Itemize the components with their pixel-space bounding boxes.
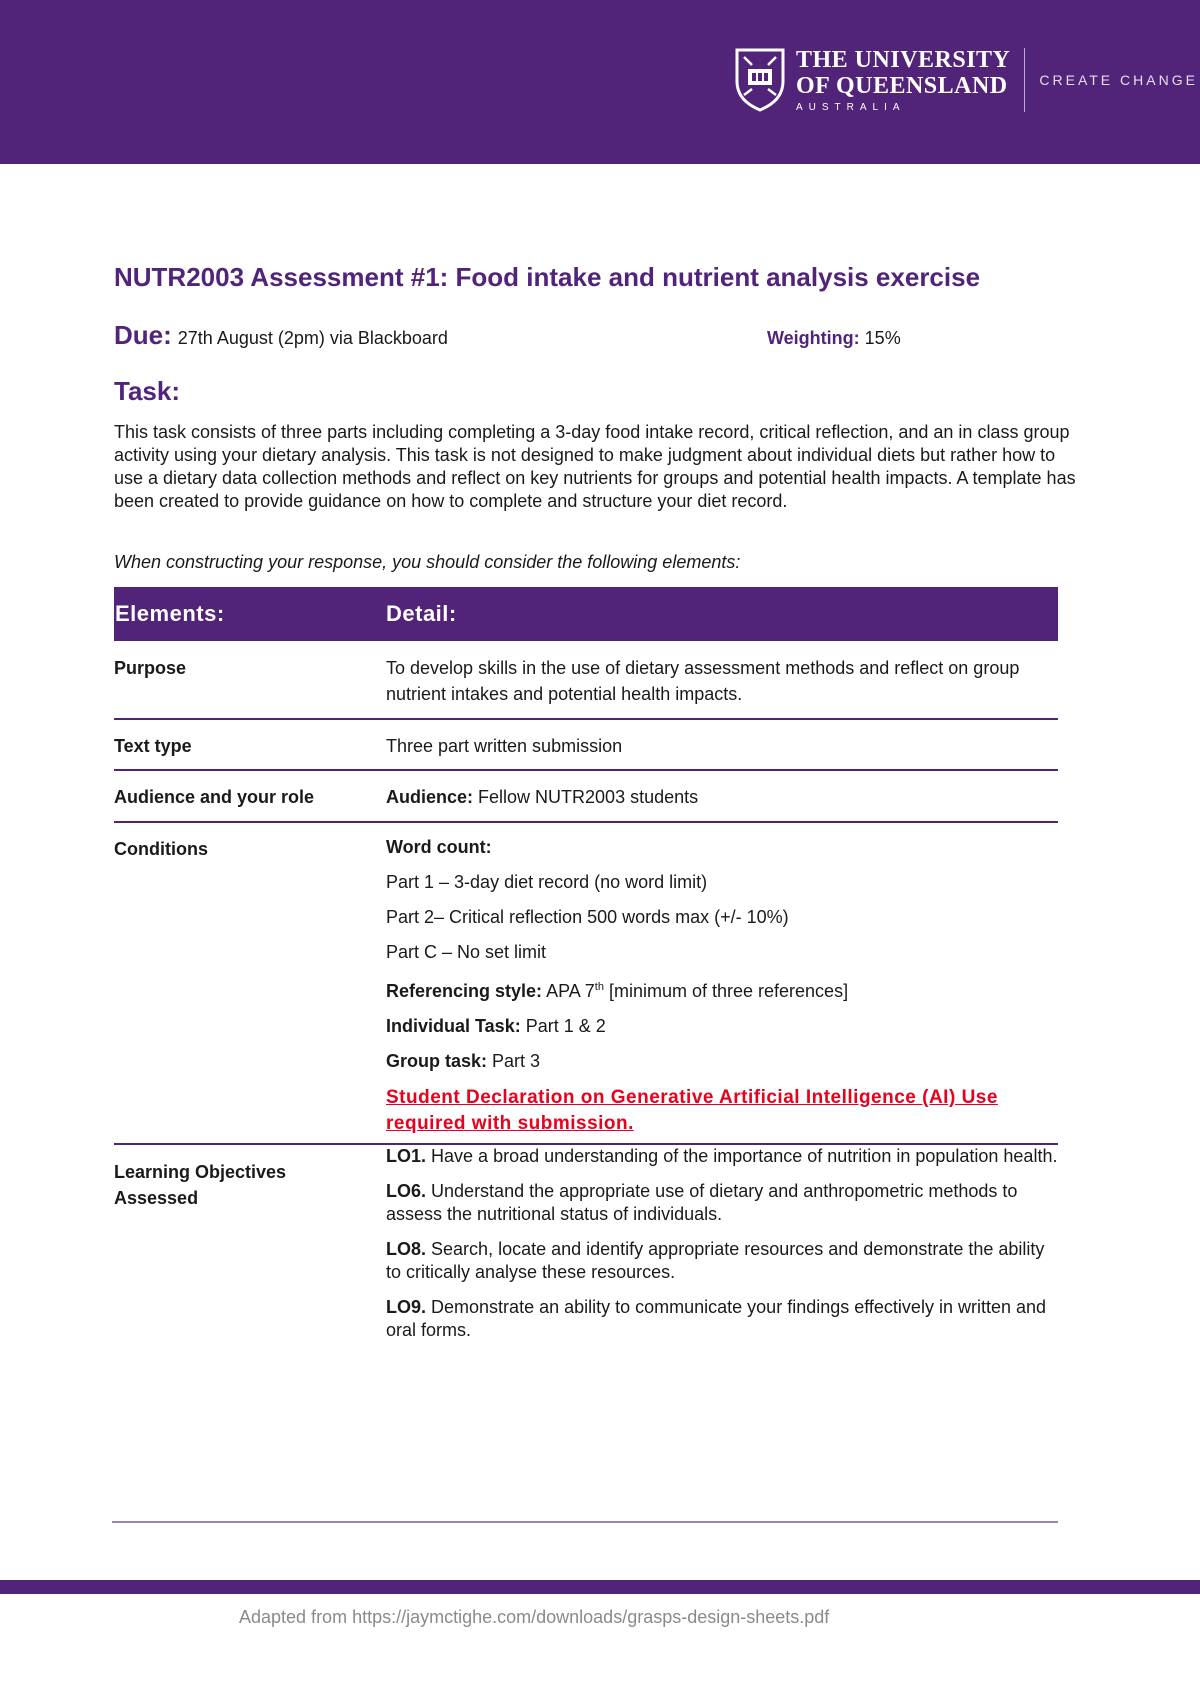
row-label-text-type: Text type — [114, 736, 192, 756]
weighting-value: 15% — [864, 328, 901, 348]
individual-task-label: Individual Task: — [386, 1016, 521, 1036]
task-description: This task consists of three parts including completing a 3-day food intake record, critical reflection, and an in class group activity using your dietary analysis. This task is not designed to make judgment about individual diets but rather how to use a dietary data collection methods and reflect on key nutrients for groups and potential health impacts. A template has been created to provide guidance on how to complete and structure your diet record. — [114, 422, 1076, 511]
footer-band — [0, 1580, 1200, 1594]
logo-divider — [1024, 48, 1025, 112]
header-detail: Detail: — [386, 601, 457, 626]
table-header — [114, 587, 1058, 641]
table-row-audience — [114, 771, 1058, 823]
condition-partc: Part C – No set limit — [386, 942, 547, 962]
row-detail-conditions — [386, 834, 1058, 1137]
word-count-label: Word count: — [386, 837, 492, 857]
lo8-text: Search, locate and identify appropriate resources and demonstrate the ability to critically analyse these resources. — [386, 1239, 1045, 1282]
university-name-line1: THE UNIVERSITY — [796, 46, 1011, 73]
individual-task — [386, 1013, 1058, 1039]
referencing-value: APA 7 — [546, 981, 595, 1001]
group-task-value: Part 3 — [492, 1051, 541, 1071]
uq-logo[interactable] — [734, 46, 1198, 114]
lo9-item — [386, 1296, 1058, 1342]
row-detail-purpose: To develop skills in the use of dietary assessment methods and reflect on group nutrient intakes and potential health impacts. — [386, 658, 1020, 704]
row-label-conditions: Conditions — [114, 839, 208, 859]
table-row-learning-objectives — [114, 1145, 1058, 1377]
uq-crest-icon — [734, 47, 786, 113]
lo6-key: LO6. — [386, 1181, 427, 1201]
weighting-label: Weighting: — [767, 328, 860, 348]
row-label-purpose: Purpose — [114, 658, 187, 678]
condition-part1: Part 1 – 3-day diet record (no word limit) — [386, 872, 708, 892]
referencing-style — [386, 974, 1058, 1004]
lo1-text: Have a broad understanding of the importance of nutrition in population health. — [431, 1146, 1058, 1166]
row-detail-audience — [386, 784, 1058, 810]
weighting — [767, 328, 901, 349]
table-row-text-type — [114, 720, 1058, 771]
due-label: Due: — [114, 320, 172, 350]
header-elements: Elements: — [115, 601, 225, 626]
university-country: AUSTRALIA — [796, 101, 906, 113]
audience-key: Audience: — [386, 787, 474, 807]
due-value: 27th August (2pm) via Blackboard — [177, 328, 448, 348]
lo8-key: LO8. — [386, 1239, 427, 1259]
tagline: CREATE CHANGE — [1039, 72, 1198, 88]
university-name-line2: OF QUEENSLAND — [796, 72, 1008, 99]
row-detail-learning-objectives — [386, 1145, 1058, 1354]
referencing-label: Referencing style: — [386, 981, 543, 1001]
table-row-purpose — [114, 641, 1058, 720]
lo1-item — [386, 1145, 1058, 1168]
audience-value: Fellow NUTR2003 students — [478, 787, 699, 807]
row-detail-text-type: Three part written submission — [386, 736, 623, 756]
table-row-conditions — [114, 823, 1058, 1145]
due-row — [114, 320, 1074, 360]
lo8-item — [386, 1238, 1058, 1284]
lo9-key: LO9. — [386, 1297, 427, 1317]
lo6-text: Understand the appropriate use of dietary and anthropometric methods to assess the nutritional status of individuals. — [386, 1181, 1018, 1224]
lo6-item — [386, 1180, 1058, 1226]
group-task — [386, 1048, 1058, 1074]
task-intro: When constructing your response, you should consider the following elements: — [114, 552, 741, 572]
footer-source-note: Adapted from https://jaymctighe.com/downloads/grasps-design-sheets.pdf — [239, 1607, 830, 1627]
document-title: NUTR2003 Assessment #1: Food intake and nutrient analysis exercise — [114, 262, 981, 292]
condition-part2: Part 2– Critical reflection 500 words max (+/- 10%) — [386, 907, 789, 927]
individual-task-value: Part 1 & 2 — [525, 1016, 606, 1036]
row-label-audience: Audience and your role — [114, 787, 315, 807]
referencing-sup: th — [594, 981, 604, 993]
ai-declaration-link[interactable]: Student Declaration on Generative Artificial Intelligence (AI) Use required with submission. — [386, 1087, 998, 1134]
referencing-note: [minimum of three references] — [608, 981, 849, 1001]
lo1-key: LO1. — [386, 1146, 427, 1166]
task-heading: Task: — [114, 376, 180, 406]
bottom-rule — [112, 1521, 1058, 1523]
header-band — [0, 0, 1200, 164]
group-task-label: Group task: — [386, 1051, 488, 1071]
row-label-learning-objectives: Learning Objectives Assessed — [114, 1162, 287, 1208]
lo9-text: Demonstrate an ability to communicate your findings effectively in written and oral forms. — [386, 1297, 1047, 1340]
